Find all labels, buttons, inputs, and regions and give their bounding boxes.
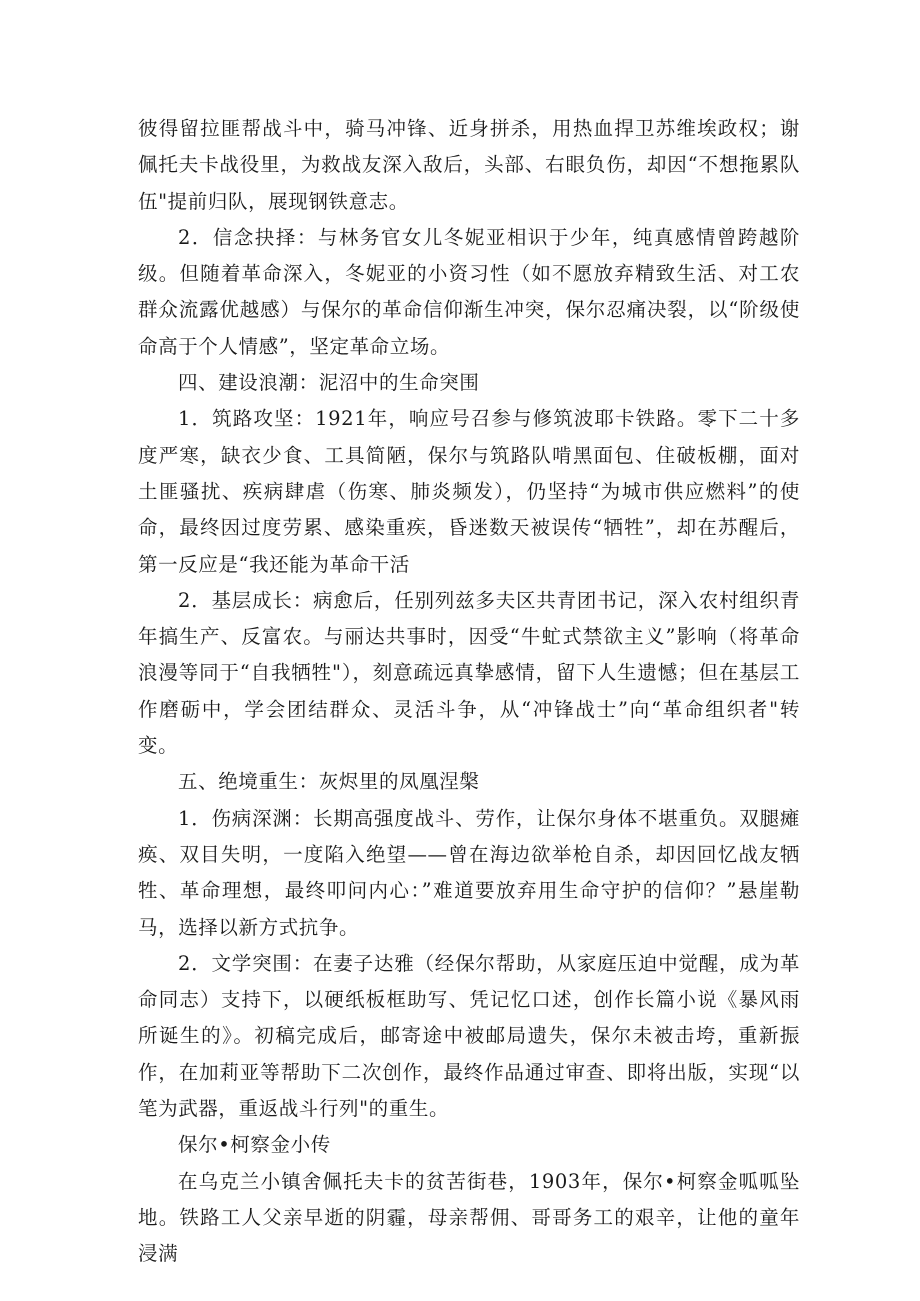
paragraph: 2．信念抉择：与林务官女儿冬妮亚相识于少年，纯真感情曾跨越阶级。但随着革命深入，冬妮亚的小资习性（如不愿放弃精致生活、对工农群众流露优越感）与保尔的革命信仰渐生冲突，保尔忍痛决裂，以“阶级使命高于个人情感”，坚定革命立场。 [138,225,800,358]
section-heading: 五、绝境重生：灰烬里的凤凰涅槃 [178,770,480,794]
paragraph: 彼得留拉匪帮战斗中，骑马冲锋、近身拼杀，用热血捍卫苏维埃政权；谢佩托夫卡战役里，为救战友深入敌后，头部、右眼负伤，却因“不想拖累队伍"提前归队，展现钢铁意志。 [138,117,800,213]
paragraph: 2．文学突围：在妻子达雅（经保尔帮助，从家庭压迫中觉醒，成为革命同志）支持下，以硬纸板框助写、凭记忆口述，创作长篇小说《暴风雨所诞生的》。初稿完成后，邮寄途中被邮局遗失，保尔未被击垮，重新振作，在加莉亚等帮助下二次创作，最终作品通过审查、即将出版，实现“以笔为武器，重返战斗行列"的重生。 [138,951,800,1121]
section-heading: 保尔•柯察金小传 [178,1133,331,1157]
paragraph: 在乌克兰小镇舍佩托夫卡的贫苦街巷，1903年，保尔•柯察金呱呱坠地。铁路工人父亲早逝的阴霾，母亲帮佣、哥哥务工的艰辛，让他的童年浸满 [138,1169,800,1266]
paragraph: 1．伤病深渊：长期高强度战斗、劳作，让保尔身体不堪重负。双腿瘫痪、双目失明，一度陷入绝望——曾在海边欲举枪自杀，却因回忆战友牺牲、革命理想，最终叩问内心：”难道要放弃用生命守护的信仰？”悬崖勒马，选择以新方式抗争。 [138,806,800,939]
paragraph: 1．筑路攻坚：1921年，响应号召参与修筑波耶卡铁路。零下二十多度严寒，缺衣少食、工具简陋，保尔与筑路队啃黑面包、住破板棚，面对土匪骚扰、疾病肆虐（伤寒、肺炎频发），仍坚持“为城市供应燃料”的使命，最终因过度劳累、感染重疾，昏迷数天被误传“牺牲”，却在苏醒后，第一反应是“我还能为革命干活 [138,407,800,576]
document-page [138,111,800,1273]
paragraph: 2．基层成长：病愈后，任别列兹多夫区共青团书记，深入农村组织青年搞生产、反富农。与丽达共事时，因受“牛虻式禁欲主义”影响（将革命浪漫等同于“自我牺牲"），刻意疏远真挚感情，留下人生遗憾；但在基层工作磨砺中，学会团结群众、灵活斗争，从“冲锋战士”向“革命组织者"转变。 [138,588,800,758]
section-heading: 四、建设浪潮：泥沼中的生命突围 [178,371,480,395]
